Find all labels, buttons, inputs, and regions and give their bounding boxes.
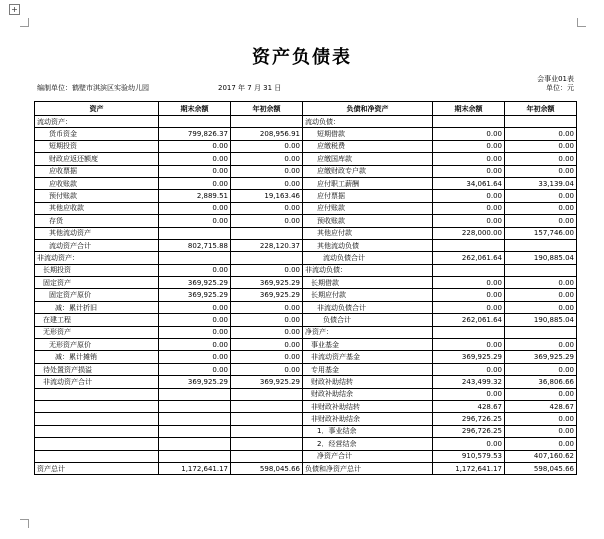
asset-item[interactable]: 减：累计摊销 [35,351,159,363]
header-closing-balance: 期末余额 [159,102,231,116]
asset-opening[interactable]: 0.00 [231,351,303,363]
liability-item[interactable]: 非流动负债： [303,264,433,276]
asset-closing[interactable] [159,227,231,239]
asset-item[interactable] [35,413,159,425]
liability-opening[interactable]: 0.00 [505,301,577,313]
liability-item[interactable]: 专用基金 [303,363,433,375]
asset-item[interactable]: 长期投资 [35,264,159,276]
header-opening-balance: 年初余额 [505,102,577,116]
asset-closing[interactable]: 2,889.51 [159,190,231,202]
asset-closing[interactable]: 0.00 [159,363,231,375]
liability-item[interactable]: 应付职工薪酬 [303,177,433,189]
table-row [35,400,577,412]
asset-closing[interactable]: 0.00 [159,165,231,177]
asset-closing[interactable]: 0.00 [159,264,231,276]
asset-closing[interactable] [159,252,231,264]
liability-opening[interactable]: 0.00 [505,128,577,140]
liability-opening[interactable]: 0.00 [505,339,577,351]
asset-item[interactable]: 待处置资产损溢 [35,363,159,375]
asset-closing[interactable]: 0.00 [159,351,231,363]
table-row [35,264,577,276]
asset-item[interactable] [35,438,159,450]
asset-opening[interactable]: 0.00 [231,153,303,165]
asset-item[interactable]: 存货 [35,215,159,227]
asset-item[interactable]: 应收账款 [35,177,159,189]
table-row [35,363,577,375]
liability-item[interactable]: 非流动资产基金 [303,351,433,363]
liability-closing[interactable] [433,326,505,338]
liability-closing[interactable] [433,239,505,251]
liability-item[interactable]: 长期应付款 [303,289,433,301]
liability-opening[interactable]: 0.00 [505,165,577,177]
asset-opening[interactable] [231,413,303,425]
table-row [35,301,577,313]
document-title: 资产负债表 [252,47,352,68]
page-corner-mark [577,18,586,27]
header-closing-balance: 期末余额 [433,102,505,116]
liability-closing[interactable]: 0.00 [433,128,505,140]
liability-closing[interactable]: 910,579.53 [433,450,505,462]
asset-opening[interactable]: 0.00 [231,363,303,375]
liability-item[interactable]: 负债合计 [303,314,433,326]
asset-opening[interactable]: 228,120.37 [231,239,303,251]
balance-sheet-table[interactable] [34,101,577,475]
liability-item[interactable]: 应付账款 [303,202,433,214]
table-row [35,289,577,301]
asset-item[interactable]: 资产总计 [35,462,159,474]
liability-closing[interactable] [433,116,505,128]
table-row [35,376,577,388]
table-row [35,202,577,214]
asset-opening[interactable]: 369,925.29 [231,277,303,289]
header-opening-balance: 年初余额 [231,102,303,116]
liability-closing[interactable]: 0.00 [433,363,505,375]
asset-closing[interactable]: 0.00 [159,215,231,227]
liability-opening[interactable]: 0.00 [505,202,577,214]
currency-unit: 单位：元 [546,84,574,92]
asset-item[interactable]: 流动资产： [35,116,159,128]
liability-item[interactable]: 财政补助结余 [303,388,433,400]
table-row [35,140,577,152]
asset-opening[interactable]: 369,925.29 [231,289,303,301]
table-row [35,128,577,140]
report-date: 2017 年 7 月 31 日 [218,84,282,92]
liability-closing[interactable]: 428.67 [433,400,505,412]
asset-opening[interactable]: 0.00 [231,264,303,276]
liability-item[interactable]: 其他应付款 [303,227,433,239]
table-row [35,438,577,450]
asset-opening[interactable] [231,438,303,450]
liability-opening[interactable]: 190,885.04 [505,314,577,326]
asset-opening[interactable]: 0.00 [231,165,303,177]
liability-closing[interactable]: 0.00 [433,388,505,400]
liability-item[interactable]: 1．事业结余 [303,425,433,437]
liability-closing[interactable]: 228,000.00 [433,227,505,239]
asset-opening[interactable]: 0.00 [231,301,303,313]
liability-closing[interactable]: 0.00 [433,190,505,202]
liability-opening[interactable] [505,264,577,276]
asset-opening[interactable] [231,400,303,412]
liability-opening[interactable]: 190,885.04 [505,252,577,264]
liability-opening[interactable]: 407,160.62 [505,450,577,462]
asset-closing[interactable] [159,116,231,128]
table-header-row [35,102,577,116]
liability-closing[interactable]: 0.00 [433,438,505,450]
liability-opening[interactable]: 33,139.04 [505,177,577,189]
liability-closing[interactable]: 296,726.25 [433,413,505,425]
asset-item[interactable]: 财政应返还额度 [35,153,159,165]
liability-item[interactable]: 短期借款 [303,128,433,140]
reporting-organization: 编制单位：鹤壁市淇滨区实验幼儿园 [37,84,149,92]
liability-opening[interactable]: 0.00 [505,289,577,301]
asset-closing[interactable]: 0.00 [159,140,231,152]
asset-item[interactable]: 无形资产 [35,326,159,338]
asset-item[interactable]: 货币资金 [35,128,159,140]
liability-item[interactable]: 净资产： [303,326,433,338]
table-row [35,165,577,177]
liability-item[interactable]: 净资产合计 [303,450,433,462]
asset-closing[interactable] [159,413,231,425]
asset-closing[interactable] [159,450,231,462]
liability-closing[interactable]: 0.00 [433,165,505,177]
table-row [35,239,577,251]
asset-item[interactable]: 短期投资 [35,140,159,152]
table-row [35,450,577,462]
table-row [35,116,577,128]
asset-opening[interactable] [231,425,303,437]
table-move-handle-icon[interactable]: + [9,4,20,15]
liability-opening[interactable]: 369,925.29 [505,351,577,363]
table-row [35,388,577,400]
asset-closing[interactable] [159,425,231,437]
liability-opening[interactable]: 0.00 [505,215,577,227]
liability-item[interactable]: 事业基金 [303,339,433,351]
header-assets: 资产 [35,102,159,116]
liability-closing[interactable]: 0.00 [433,215,505,227]
asset-closing[interactable]: 0.00 [159,326,231,338]
liability-item[interactable]: 非财政补助结转 [303,400,433,412]
asset-item[interactable]: 非流动资产合计 [35,376,159,388]
liability-opening[interactable]: 157,746.00 [505,227,577,239]
liability-closing[interactable]: 0.00 [433,140,505,152]
table-row [35,314,577,326]
asset-closing[interactable]: 0.00 [159,202,231,214]
asset-item[interactable] [35,388,159,400]
liability-item[interactable]: 其他流动负债 [303,239,433,251]
liability-opening[interactable]: 0.00 [505,438,577,450]
asset-opening[interactable] [231,116,303,128]
liability-closing[interactable]: 296,726.25 [433,425,505,437]
asset-closing[interactable]: 0.00 [159,314,231,326]
liability-closing[interactable]: 34,061.64 [433,177,505,189]
asset-item[interactable] [35,400,159,412]
asset-opening[interactable]: 0.00 [231,140,303,152]
table-row [35,252,577,264]
asset-closing[interactable]: 369,925.29 [159,277,231,289]
asset-opening[interactable]: 0.00 [231,339,303,351]
asset-opening[interactable]: 0.00 [231,215,303,227]
asset-closing[interactable]: 369,925.29 [159,289,231,301]
liability-opening[interactable]: 0.00 [505,190,577,202]
liability-item[interactable]: 非财政补助结余 [303,413,433,425]
table-row [35,413,577,425]
asset-opening[interactable]: 0.00 [231,314,303,326]
liability-closing[interactable]: 0.00 [433,153,505,165]
liability-opening[interactable] [505,326,577,338]
liability-item[interactable]: 长期借款 [303,277,433,289]
asset-opening[interactable]: 598,045.66 [231,462,303,474]
table-row [35,339,577,351]
asset-closing[interactable]: 0.00 [159,177,231,189]
liability-item[interactable]: 预收账款 [303,215,433,227]
liability-closing[interactable]: 0.00 [433,277,505,289]
liability-opening[interactable]: 0.00 [505,153,577,165]
asset-closing[interactable]: 1,172,641.17 [159,462,231,474]
liability-opening[interactable]: 0.00 [505,140,577,152]
liability-closing[interactable]: 369,925.29 [433,351,505,363]
liability-opening[interactable] [505,116,577,128]
asset-opening[interactable]: 19,163.46 [231,190,303,202]
asset-opening[interactable] [231,450,303,462]
table-row [35,190,577,202]
asset-opening[interactable] [231,227,303,239]
asset-item[interactable]: 固定资产 [35,277,159,289]
asset-item[interactable]: 固定资产原价 [35,289,159,301]
liability-item[interactable]: 财政补助结转 [303,376,433,388]
liability-opening[interactable]: 0.00 [505,277,577,289]
asset-opening[interactable] [231,252,303,264]
liability-item[interactable]: 流动负债合计 [303,252,433,264]
liability-opening[interactable]: 0.00 [505,413,577,425]
liability-closing[interactable]: 0.00 [433,289,505,301]
table-row [35,351,577,363]
liability-opening[interactable]: 598,045.66 [505,462,577,474]
asset-closing[interactable]: 0.00 [159,153,231,165]
asset-closing[interactable]: 0.00 [159,339,231,351]
asset-opening[interactable]: 369,925.29 [231,376,303,388]
liability-closing[interactable]: 262,061.64 [433,252,505,264]
asset-opening[interactable]: 0.00 [231,177,303,189]
liability-opening[interactable]: 428.67 [505,400,577,412]
liability-closing[interactable]: 0.00 [433,339,505,351]
asset-item[interactable] [35,425,159,437]
asset-opening[interactable]: 0.00 [231,202,303,214]
asset-closing[interactable] [159,400,231,412]
asset-closing[interactable]: 0.00 [159,301,231,313]
asset-item[interactable]: 无形资产原价 [35,339,159,351]
table-row [35,425,577,437]
liability-item[interactable]: 应缴财政专户款 [303,165,433,177]
asset-closing[interactable]: 802,715.88 [159,239,231,251]
liability-item[interactable]: 非流动负债合计 [303,301,433,313]
liability-opening[interactable]: 0.00 [505,425,577,437]
table-row [35,227,577,239]
liability-closing[interactable]: 262,061.64 [433,314,505,326]
asset-closing[interactable] [159,388,231,400]
asset-item[interactable]: 非流动资产： [35,252,159,264]
asset-item[interactable]: 应收票据 [35,165,159,177]
table-row [35,462,577,474]
liability-closing[interactable] [433,264,505,276]
asset-closing[interactable]: 799,826.37 [159,128,231,140]
asset-item[interactable]: 在建工程 [35,314,159,326]
table-row [35,215,577,227]
liability-closing[interactable]: 0.00 [433,202,505,214]
liability-closing[interactable]: 243,499.32 [433,376,505,388]
table-row [35,326,577,338]
table-row [35,153,577,165]
asset-item[interactable] [35,450,159,462]
liability-item[interactable]: 应付票据 [303,190,433,202]
liability-opening[interactable] [505,239,577,251]
asset-closing[interactable]: 369,925.29 [159,376,231,388]
asset-closing[interactable] [159,438,231,450]
liability-item[interactable]: 负债和净资产总计 [303,462,433,474]
form-code: 会事业01表 [537,75,574,83]
asset-opening[interactable]: 0.00 [231,326,303,338]
liability-closing[interactable]: 0.00 [433,301,505,313]
asset-item[interactable]: 其他应收款 [35,202,159,214]
asset-item[interactable]: 流动资产合计 [35,239,159,251]
liability-item[interactable]: 应缴税费 [303,140,433,152]
header-liabilities-equity: 负债和净资产 [303,102,433,116]
liability-opening[interactable]: 0.00 [505,363,577,375]
asset-opening[interactable] [231,388,303,400]
table-row [35,277,577,289]
liability-item[interactable]: 应缴国库款 [303,153,433,165]
liability-item[interactable]: 2．经营结余 [303,438,433,450]
liability-item[interactable]: 流动负债： [303,116,433,128]
asset-item[interactable]: 减：累计折旧 [35,301,159,313]
table-row [35,177,577,189]
asset-item[interactable]: 其他流动资产 [35,227,159,239]
liability-opening[interactable]: 36,806.66 [505,376,577,388]
liability-closing[interactable]: 1,172,641.17 [433,462,505,474]
asset-opening[interactable]: 208,956.91 [231,128,303,140]
asset-item[interactable]: 预付账款 [35,190,159,202]
liability-opening[interactable]: 0.00 [505,388,577,400]
page-corner-mark [20,18,29,27]
page-corner-mark [20,519,29,528]
